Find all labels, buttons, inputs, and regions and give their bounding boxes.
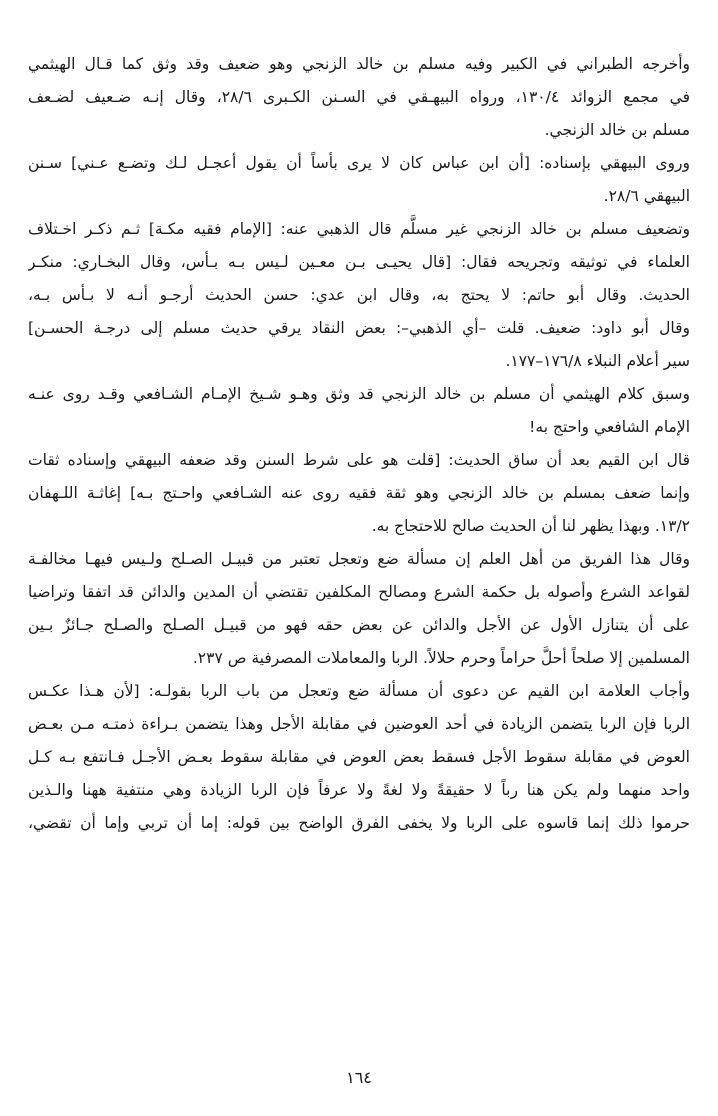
text-line: وقال هذا الفريق من أهل العلم إن مسألة ضع وتعجل تعتبر من قبيـل الصـلح ولـيس فيهـا مخالفـة: [28, 550, 690, 568]
text-line: وإنما ضعف بمسلم بن خالد الزنجي وهو ثقة فقيه روى عنه الشـافعي واحـتج بـه] إغاثـة اللـهفان: [28, 484, 690, 502]
text-line: حرموا ذلك إنما قاسوه على الربا ولا يخفى الفرق الواضح بين قوله: إما أن تربي وإما أن تقضي،: [28, 814, 690, 832]
text-line: في مجمع الزوائد ١٣٠/٤، ورواه البيهـقي في السـنن الكـبرى ٢٨/٦، وقال إنـه ضـعيف لضـعف: [28, 88, 690, 106]
page-body: [28, 48, 690, 840]
text-line: وأجاب العلامة ابن القيم عن دعوى أن مسألة ضع وتعجل من باب الربا بقولـه: [لأن هـذا عكـس: [28, 682, 690, 700]
text-line: وقال أبو داود: ضعيف. قلت –أي الذهبي–: بعض النقاد يرقي حديث مسلم إلى درجـة الحسـن]: [28, 319, 690, 337]
text-line: المسلمين إلا صلحاً أحلَّ حراماً وحرم حلالاً. الربا والمعاملات المصرفية ص ٢٣٧.: [192, 649, 690, 667]
text-line: سير أعلام النبلاء ١٧٦/٨–١٧٧.: [505, 352, 690, 370]
text-line: البيهقي ٢٨/٦.: [603, 187, 690, 205]
text-line: ١٣/٢. وبهذا يظهر لنا أن الحديث صالح للاحتجاج به.: [371, 517, 690, 535]
text-line: مسلم بن خالد الزنجي.: [544, 121, 690, 139]
text-line: العلماء في توثيقه وتجريحه فقال: [قال يحيـى بـن معـين لـيس بـه بـأس، وقال البخـاري: منكـر: [28, 253, 690, 271]
text-line: على أن يتنازل الأول عن الأجل والدائن عن بعض حقه فهو من قبيـل الصـلح والصـلح جـائزٌ بـين: [28, 616, 690, 634]
text-line: وأخرجه الطبراني في الكبير وفيه مسلم بن خالد الزنجي وهو ضعيف وقد وثق كما قـال الهيثمي: [28, 55, 690, 73]
text-line: واحد منهما ولم يكن هنا رباً لا حقيقةً ولا لغةً ولا عرفاً فإن الربا الزيادة وهي منتفية ههنا والـذين: [28, 781, 690, 799]
page-number: ١٦٤: [346, 1068, 372, 1087]
text-line: وروى البيهقي بإسناده: [أن ابن عباس كان لا يرى بأساً أن يقول أعجـل لـك وتضـع عـني] سـنن: [28, 154, 690, 172]
text-line: لقواعد الشرع وأصوله بل حكمة الشرع ومصالح المكلفين تقتضي أن المدين والدائن قد اتفقا وتراضيا: [28, 583, 690, 601]
text-line: وسبق كلام الهيثمي أن مسلم بن خالد الزنجي قد وثق وهـو شـيخ الإمـام الشـافعي وقـد روى عنـه: [28, 385, 690, 403]
text-line: الحديث. وقال أبو حاتم: لا يحتج به، وقال ابن عدي: حسن الحديث أرجـو أنـه لا بـأس بـه،: [28, 286, 690, 304]
text-line: وتضعيف مسلم بن خالد الزنجي غير مسلَّم قال الذهبي عنه: [الإمام فقيه مكـة] ثـم ذكـر اخـتلاف: [28, 220, 690, 238]
text-line: قال ابن القيم بعد أن ساق الحديث: [قلت هو على شرط السنن وقد ضعفه البيهقي وإسناده ثقات: [28, 451, 690, 469]
text-line: الربا فإن الربا يتضمن الزيادة في أحد العوضين في مقابلة الأجل وهذا يتضمن بـراءة ذمتـه مـن بعـض: [28, 715, 690, 733]
text-line: الإمام الشافعي واحتج به!: [529, 418, 690, 436]
text-line: العوض في مقابلة سقوط الأجل فسقط بعض العوض في مقابلة سقوط بعـض الأجـل فـانتفع بـه كـل: [28, 748, 690, 766]
